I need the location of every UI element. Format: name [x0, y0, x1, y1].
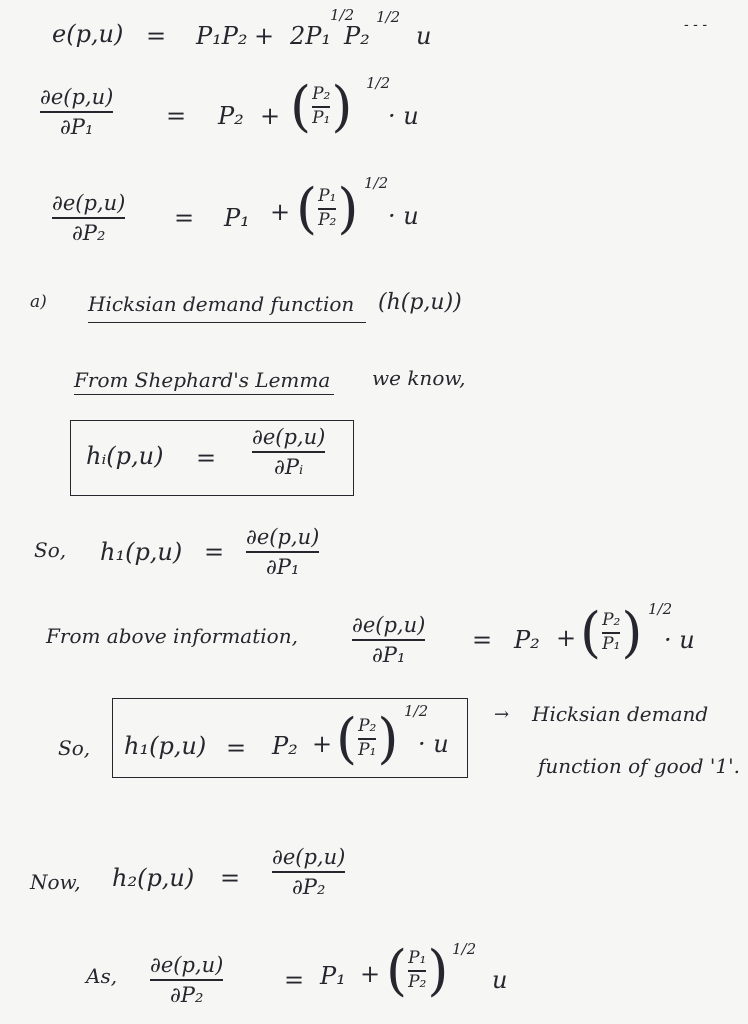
ratio-term	[290, 75, 353, 138]
so-word: So,	[58, 736, 91, 760]
utility-tail: · u	[664, 626, 695, 654]
term-p2: P₂	[272, 732, 298, 760]
fraction-bar	[252, 451, 325, 453]
fraction-denominator: ∂P₁	[371, 642, 406, 667]
equals-sign: =	[284, 966, 305, 994]
exponent: 1/2	[364, 174, 389, 192]
fraction-bar	[352, 639, 425, 641]
now-word: Now,	[30, 870, 81, 894]
plus-sign: +	[260, 102, 281, 130]
utility-tail: · u	[388, 202, 419, 230]
equals-sign: =	[226, 734, 247, 762]
arrow-right-icon: →	[494, 704, 510, 725]
margin-note-line2: function of good '1'.	[538, 754, 741, 778]
term-p2: P₂	[514, 626, 540, 654]
ratio-denominator: P₂	[318, 209, 337, 230]
margin-note-line1: Hicksian demand	[532, 702, 709, 726]
fraction-numerator: ∂e(p,u)	[352, 613, 426, 637]
utility-tail: · u	[418, 730, 449, 758]
lemma-fraction	[252, 426, 325, 478]
fraction-denominator: ∂Pᵢ	[274, 454, 304, 479]
plus-sign: +	[556, 624, 577, 652]
left-paren: (	[290, 75, 312, 138]
fraction-denominator: ∂P₂	[71, 220, 106, 245]
h2-lhs: h₂(p,u)	[112, 864, 195, 892]
ratio-denominator: P₂	[408, 971, 427, 992]
left-paren: (	[296, 177, 318, 240]
exponent: 1/2	[452, 940, 477, 958]
partial-derivative-fraction	[272, 846, 345, 898]
shephard-text: From Shephard's Lemma	[74, 368, 331, 392]
equals-sign: =	[146, 22, 167, 50]
left-paren: (	[336, 707, 358, 770]
ratio-term	[580, 601, 643, 664]
utility-u: u	[416, 22, 432, 50]
fraction-denominator: ∂P₁	[265, 554, 300, 579]
equals-sign: =	[196, 444, 217, 472]
partial-derivative-fraction	[52, 192, 125, 244]
hicksian-lhs: hᵢ(p,u)	[86, 442, 164, 470]
cost-term1: P₁P₂	[196, 22, 248, 50]
fraction-denominator: ∂P₁	[59, 114, 94, 139]
exponent: 1/2	[366, 74, 391, 92]
fraction-numerator: ∂e(p,u)	[40, 85, 114, 109]
heading-paren-notation: (h(p,u))	[378, 290, 462, 315]
plus-sign: +	[270, 198, 291, 226]
part-label: a)	[30, 292, 47, 312]
exponent: 1/2	[330, 6, 355, 24]
equals-sign: =	[204, 538, 225, 566]
cost-term2-p2: P₂	[344, 22, 370, 50]
equals-sign: =	[220, 864, 241, 892]
left-paren: (	[580, 601, 602, 664]
ratio-numerator: P₁	[318, 186, 337, 207]
right-paren: )	[337, 177, 359, 240]
heading-underline	[88, 322, 366, 323]
ratio-term	[386, 939, 449, 1002]
partial-derivative-fraction	[246, 526, 319, 578]
ratio-denominator: P₁	[602, 633, 621, 654]
exponent: 1/2	[404, 702, 429, 720]
fraction-denominator: ∂P₂	[169, 982, 204, 1007]
cost-fn-lhs: e(p,u)	[52, 20, 124, 48]
left-paren: (	[386, 939, 408, 1002]
section-heading: Hicksian demand function	[88, 292, 355, 316]
ratio-numerator: P₂	[358, 716, 377, 737]
ratio-denominator: P₁	[312, 107, 331, 128]
term-p2: P₂	[218, 102, 244, 130]
plus-sign: +	[312, 730, 333, 758]
plus-sign: +	[360, 960, 381, 988]
equals-sign: =	[174, 204, 195, 232]
fraction-numerator: ∂e(p,u)	[150, 953, 224, 977]
fraction-bar	[150, 979, 223, 981]
ratio-term	[336, 707, 399, 770]
right-paren: )	[377, 707, 399, 770]
shephard-tail: we know,	[372, 366, 466, 390]
right-paren: )	[331, 75, 353, 138]
fraction-numerator: ∂e(p,u)	[272, 845, 346, 869]
margin-dash: - - -	[684, 17, 708, 33]
fraction-numerator: ∂e(p,u)	[246, 525, 320, 549]
right-paren: )	[621, 601, 643, 664]
from-above-text: From above information,	[46, 624, 298, 648]
fraction-bar	[246, 551, 319, 553]
h1-lhs: h₁(p,u)	[100, 538, 183, 566]
partial-derivative-fraction	[40, 86, 113, 138]
partial-derivative-fraction	[352, 614, 425, 666]
ratio-denominator: P₁	[358, 739, 377, 760]
term-p1: P₁	[320, 962, 346, 990]
equals-sign: =	[472, 626, 493, 654]
partial-derivative-fraction	[150, 954, 223, 1006]
so-word: So,	[34, 538, 67, 562]
term-p1: P₁	[224, 204, 250, 232]
plus-sign: +	[254, 22, 275, 50]
as-word: As,	[86, 964, 118, 988]
ratio-numerator: P₁	[408, 948, 427, 969]
right-paren: )	[427, 939, 449, 1002]
fraction-denominator: ∂P₂	[291, 874, 326, 899]
exponent: 1/2	[648, 600, 673, 618]
utility-tail: u	[492, 966, 508, 994]
ratio-term	[296, 177, 359, 240]
fraction-numerator: ∂e(p,u)	[52, 191, 126, 215]
h1-lhs: h₁(p,u)	[124, 732, 207, 760]
fraction-bar	[52, 217, 125, 219]
fraction-numerator: ∂e(p,u)	[252, 425, 326, 449]
ratio-numerator: P₂	[602, 610, 621, 631]
equals-sign: =	[166, 102, 187, 130]
shephard-underline	[74, 394, 334, 395]
exponent: 1/2	[376, 8, 401, 26]
fraction-bar	[40, 111, 113, 113]
fraction-bar	[272, 871, 345, 873]
utility-tail: · u	[388, 102, 419, 130]
ratio-numerator: P₂	[312, 84, 331, 105]
cost-term2-coef: 2P₁	[290, 22, 332, 50]
